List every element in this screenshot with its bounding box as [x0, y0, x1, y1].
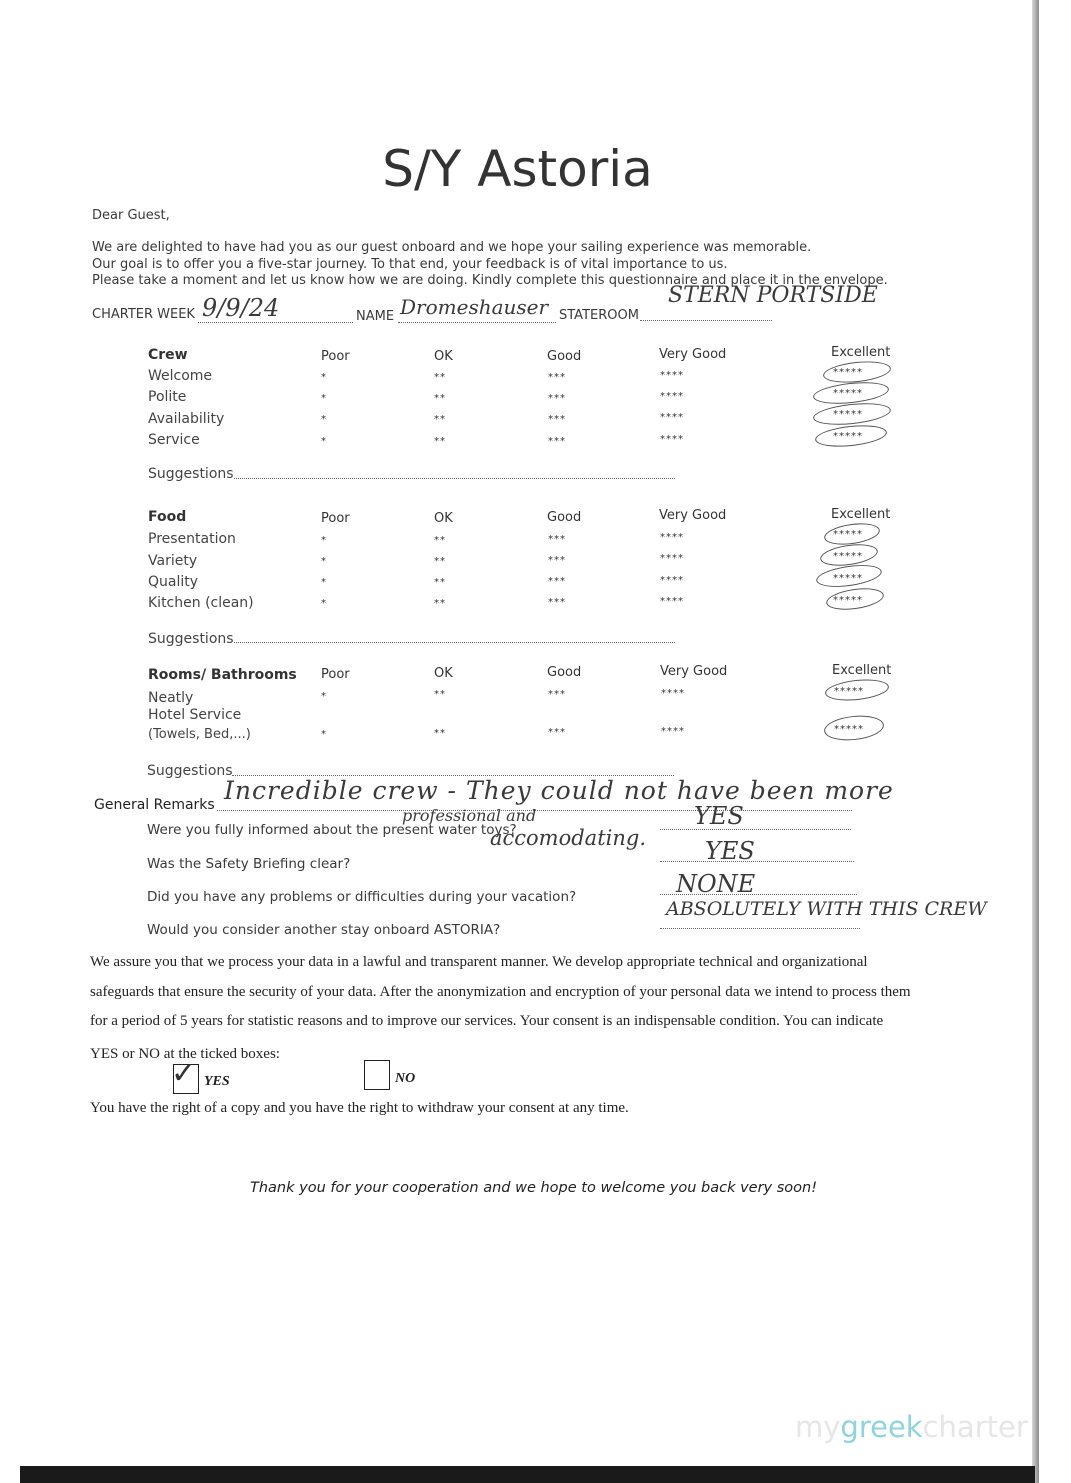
suggestions-label: Suggestions — [148, 466, 234, 482]
star-good[interactable]: *** — [548, 393, 566, 404]
star-verygood[interactable]: **** — [660, 532, 684, 543]
star-good[interactable]: *** — [548, 727, 566, 738]
star-verygood[interactable]: **** — [660, 596, 684, 607]
star-excellent[interactable]: ***** — [833, 367, 863, 378]
watermark-accent: greek — [840, 1410, 923, 1444]
charter-week-label: CHARTER WEEK — [92, 307, 195, 322]
selection-circle — [825, 585, 885, 613]
question-problems: Did you have any problems or difficulties during your vacation? — [147, 889, 577, 905]
answer-problems[interactable]: NONE — [676, 870, 756, 898]
general-remarks-value-line-3[interactable]: accomodating. — [490, 826, 647, 850]
star-excellent[interactable]: ***** — [833, 409, 863, 420]
selection-circle — [812, 400, 892, 428]
star-poor[interactable]: * — [321, 436, 327, 447]
star-poor[interactable]: * — [321, 729, 327, 740]
selection-circle — [815, 562, 883, 591]
star-excellent[interactable]: ***** — [834, 724, 864, 735]
star-verygood[interactable]: **** — [660, 553, 684, 564]
question-another-stay: Would you consider another stay onboard ASTORIA? — [147, 922, 501, 938]
consent-no-label: NO — [395, 1071, 416, 1086]
rating-good-header: Good — [547, 349, 582, 364]
star-verygood[interactable]: **** — [660, 575, 684, 586]
star-excellent[interactable]: ***** — [833, 595, 863, 606]
consent-line-3: for a period of 5 years for statistic reasons and to improve our services. Your consent is an indispensable condition. You can indicate — [90, 1013, 884, 1029]
star-poor[interactable]: * — [321, 372, 327, 383]
star-excellent[interactable]: ***** — [834, 686, 864, 697]
star-ok[interactable]: ** — [434, 436, 446, 447]
star-good[interactable]: *** — [548, 436, 566, 447]
rating-poor-header: Poor — [321, 667, 350, 682]
star-verygood[interactable]: **** — [661, 688, 685, 699]
item-label: Service — [148, 432, 200, 448]
star-poor[interactable]: * — [321, 393, 327, 404]
star-excellent[interactable]: ***** — [833, 388, 863, 399]
star-ok[interactable]: ** — [434, 689, 446, 700]
consent-yes-label: YES — [204, 1074, 230, 1089]
star-ok[interactable]: ** — [434, 372, 446, 383]
star-good[interactable]: *** — [548, 689, 566, 700]
item-label: Welcome — [148, 368, 213, 384]
star-poor[interactable]: * — [321, 535, 327, 546]
section-title: Rooms/ Bathrooms — [148, 667, 297, 683]
watermark-logo — [795, 1410, 1028, 1444]
item-label: Neatly — [148, 690, 194, 706]
star-good[interactable]: *** — [548, 597, 566, 608]
star-poor[interactable]: * — [321, 577, 327, 588]
star-excellent[interactable]: ***** — [833, 431, 863, 442]
watermark-prefix: my — [795, 1410, 841, 1444]
selection-circle — [812, 379, 890, 407]
page-shadow-right — [1032, 0, 1039, 1483]
item-label: Variety — [148, 553, 198, 569]
rating-excellent-header: Excellent — [832, 663, 892, 678]
intro-line-2: Our goal is to offer you a five-star journey. To that end, your feedback is of vital importance to us. — [92, 257, 728, 272]
suggestions-label: Suggestions — [147, 763, 233, 779]
rating-verygood-header: Very Good — [660, 664, 728, 679]
check-mark-icon: ✓ — [171, 1056, 197, 1091]
star-ok[interactable]: ** — [434, 577, 446, 588]
star-verygood[interactable]: **** — [660, 391, 684, 402]
item-label: Presentation — [148, 531, 236, 547]
rating-ok-header: OK — [434, 511, 453, 526]
page-shadow-bottom — [20, 1466, 1035, 1483]
suggestions-line[interactable] — [234, 478, 675, 479]
section-title: Food — [148, 509, 187, 525]
section-title: Crew — [148, 347, 188, 363]
suggestions-line[interactable] — [234, 642, 675, 643]
item-label: Kitchen (clean) — [148, 595, 254, 611]
item-label: Polite — [148, 389, 187, 405]
star-good[interactable]: *** — [548, 576, 566, 587]
star-ok[interactable]: ** — [434, 598, 446, 609]
charter-week-value[interactable]: 9/9/24 — [202, 294, 280, 322]
general-remarks-label: General Remarks — [94, 797, 215, 813]
star-excellent[interactable]: ***** — [833, 551, 863, 562]
intro-line-1: We are delighted to have had you as our guest onboard and we hope your sailing experience was memorable. — [92, 240, 812, 255]
withdraw-notice: You have the right of a copy and you have the right to withdraw your consent at any time. — [90, 1100, 629, 1116]
star-poor[interactable]: * — [321, 691, 327, 702]
answer-safety-briefing[interactable]: YES — [705, 837, 755, 865]
consent-no-checkbox[interactable] — [364, 1060, 390, 1090]
item-label: (Towels, Bed,...) — [148, 727, 251, 742]
selection-circle — [814, 422, 888, 449]
intro-line-3: Please take a moment and let us know how we are doing. Kindly complete this questionnaire and place it in the envelope. — [92, 273, 888, 288]
salutation: Dear Guest, — [92, 208, 170, 223]
star-ok[interactable]: ** — [434, 728, 446, 739]
answer-another-stay[interactable]: ABSOLUTELY WITH THIS CREW — [666, 898, 987, 920]
rating-excellent-header: Excellent — [831, 507, 891, 522]
rating-excellent-header: Excellent — [831, 345, 891, 360]
thank-you-note: Thank you for your cooperation and we hope to welcome you back very soon! — [250, 1180, 818, 1196]
star-excellent[interactable]: ***** — [833, 529, 863, 540]
consent-line-2: safeguards that ensure the security of your data. After the anonymization and encryption of your personal data we intend to process them — [90, 984, 911, 1000]
star-poor[interactable]: * — [321, 598, 327, 609]
rating-good-header: Good — [547, 510, 582, 525]
star-verygood[interactable]: **** — [660, 434, 684, 445]
star-poor[interactable]: * — [321, 414, 327, 425]
star-ok[interactable]: ** — [434, 393, 446, 404]
star-verygood[interactable]: **** — [660, 412, 684, 423]
item-label: Quality — [148, 574, 199, 590]
question-safety-briefing: Was the Safety Briefing clear? — [147, 856, 351, 872]
star-excellent[interactable]: ***** — [833, 573, 863, 584]
star-verygood[interactable]: **** — [661, 726, 685, 737]
consent-line-1: We assure you that we process your data in a lawful and transparent manner. We develop appropriate technical and organizational — [90, 954, 868, 970]
rating-verygood-header: Very Good — [659, 347, 727, 362]
name-value[interactable]: Dromeshauser — [400, 295, 549, 319]
star-good[interactable]: *** — [548, 372, 566, 383]
item-label: Availability — [148, 411, 225, 427]
item-label: Hotel Service — [148, 707, 242, 723]
star-ok[interactable]: ** — [434, 414, 446, 425]
rating-poor-header: Poor — [321, 511, 350, 526]
star-ok[interactable]: ** — [434, 556, 446, 567]
consent-line-4: YES or NO at the ticked boxes: — [90, 1046, 280, 1062]
star-verygood[interactable]: **** — [660, 370, 684, 381]
watermark-suffix: charter — [922, 1410, 1028, 1444]
rating-good-header: Good — [547, 665, 582, 680]
general-remarks-value-line-1[interactable]: Incredible crew - They could not have been more — [224, 776, 894, 805]
page-title: S/Y Astoria — [382, 140, 653, 198]
rating-poor-header: Poor — [321, 349, 350, 364]
general-remarks-value-line-2[interactable]: professional and — [402, 806, 537, 825]
rating-ok-header: OK — [434, 349, 453, 364]
star-good[interactable]: *** — [548, 534, 566, 545]
star-good[interactable]: *** — [548, 414, 566, 425]
selection-circle — [824, 677, 890, 704]
question-water-toys: Were you fully informed about the present water toys? — [147, 822, 517, 838]
rating-ok-header: OK — [434, 666, 453, 681]
stateroom-label: STATEROOM — [559, 308, 639, 323]
star-ok[interactable]: ** — [434, 535, 446, 546]
rating-verygood-header: Very Good — [659, 508, 727, 523]
selection-circle — [823, 713, 885, 743]
star-good[interactable]: *** — [548, 555, 566, 566]
answer-water-toys[interactable]: YES — [694, 802, 744, 830]
star-poor[interactable]: * — [321, 556, 327, 567]
stateroom-value[interactable]: STERN PORTSIDE — [668, 283, 878, 308]
suggestions-label: Suggestions — [148, 631, 234, 647]
name-label: NAME — [356, 309, 395, 324]
